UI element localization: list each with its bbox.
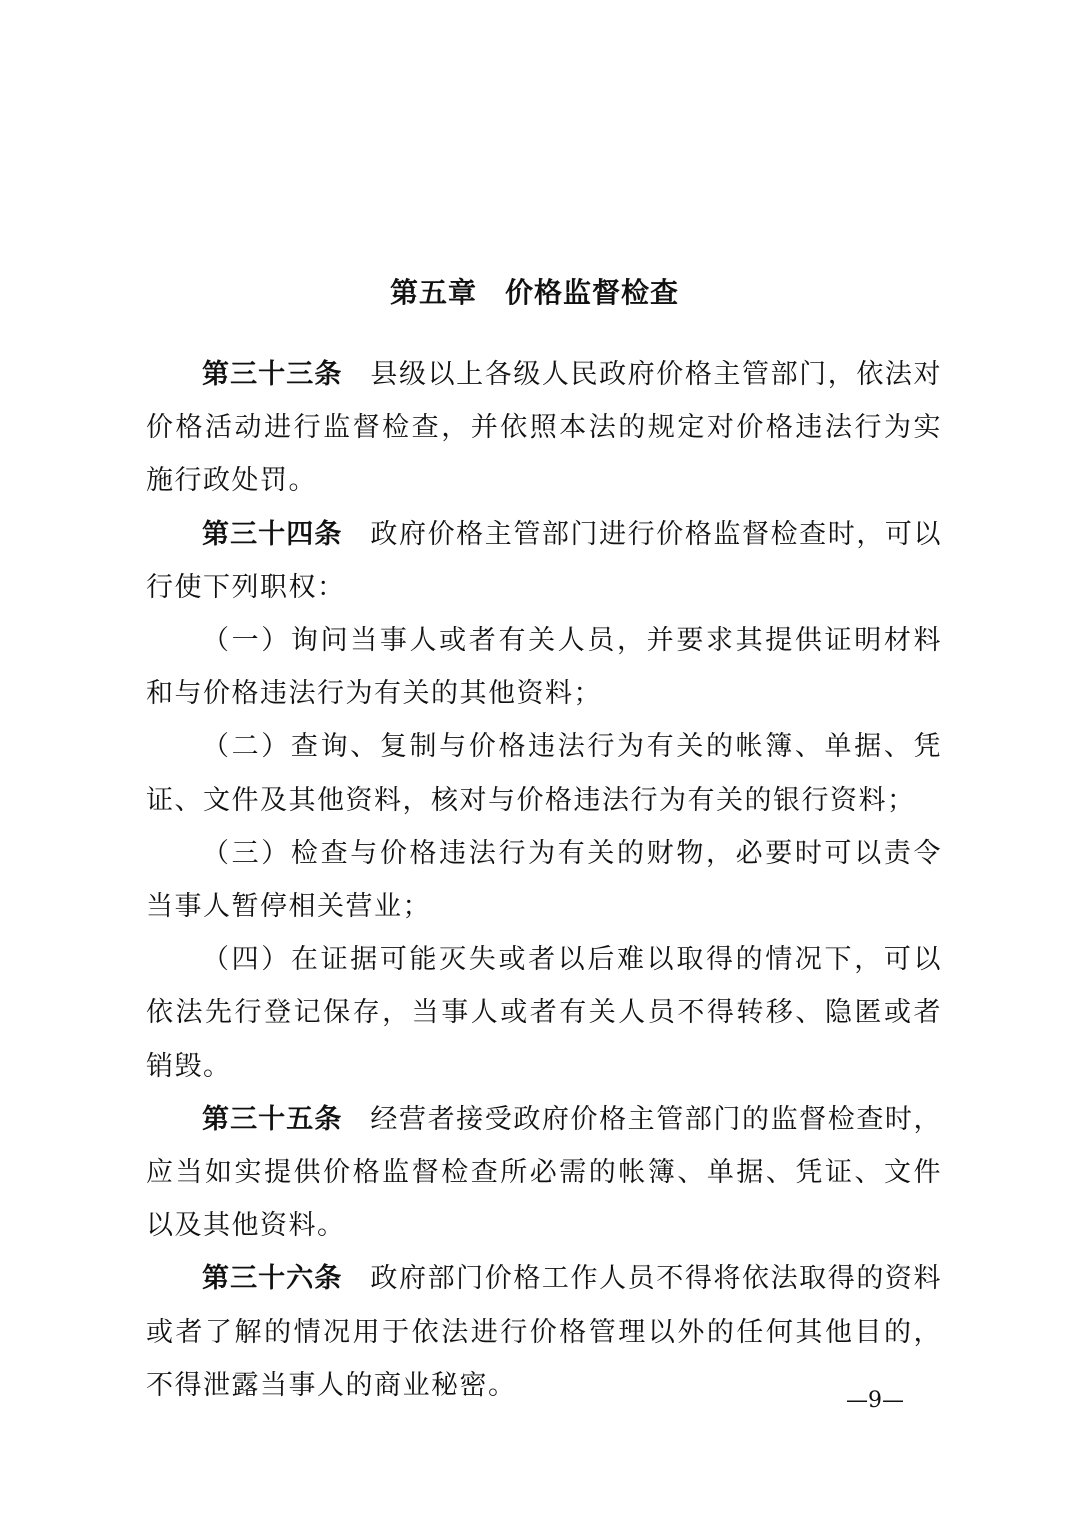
article-text: 政府价格主管部门进行价格监督检查时，可以行使下列职权： xyxy=(146,518,943,603)
list-item-text: （一）询问当事人或者有关人员，并要求其提供证明材料和与价格违法行为有关的其他资料； xyxy=(146,625,942,710)
article-number: 第三十三条 xyxy=(202,359,343,390)
list-item-text: （三）检查与价格违法行为有关的财物，必要时可以责令当事人暂停相关营业； xyxy=(146,837,942,923)
article-number: 第三十六条 xyxy=(202,1263,343,1295)
list-item-3 xyxy=(146,827,942,933)
list-item-4 xyxy=(146,933,942,1093)
article-number: 第三十四条 xyxy=(202,518,343,550)
article-text: 县级以上各级人民政府价格主管部门，依法对价格活动进行监督检查，并依照本法的规定对价格违法行为实施行政处罚。 xyxy=(146,359,943,497)
page-number: —9— xyxy=(846,1388,904,1413)
chapter-heading xyxy=(0,271,1069,311)
article-text: 经营者接受政府价格主管部门的监督检查时，应当如实提供价格监督检查所必需的帐簿、单据、凭证、文件以及其他资料。 xyxy=(146,1103,943,1242)
list-item-1 xyxy=(146,614,942,720)
list-item-2 xyxy=(146,720,942,826)
article-paragraph-35 xyxy=(146,1093,942,1253)
chapter-number: 第五章 xyxy=(389,276,477,310)
chapter-title: 价格监督检查 xyxy=(505,276,680,310)
list-item-text: （四）在证据可能灭失或者以后难以取得的情况下，可以依法先行登记保存，当事人或者有关人员不得转移、隐匿或者销毁。 xyxy=(146,944,942,1082)
list-item-text: （二）查询、复制与价格违法行为有关的帐簿、单据、凭证、文件及其他资料，核对与价格违法行为有关的银行资料； xyxy=(146,731,942,816)
article-paragraph-34 xyxy=(146,508,942,614)
article-paragraph-36 xyxy=(146,1252,942,1412)
article-number: 第三十五条 xyxy=(202,1103,343,1135)
article-paragraph-33 xyxy=(146,348,942,508)
article-text: 政府部门价格工作人员不得将依法取得的资料或者了解的情况用于依法进行价格管理以外的任何其他目的，不得泄露当事人的商业秘密。 xyxy=(146,1263,943,1401)
document-body xyxy=(146,348,942,1412)
